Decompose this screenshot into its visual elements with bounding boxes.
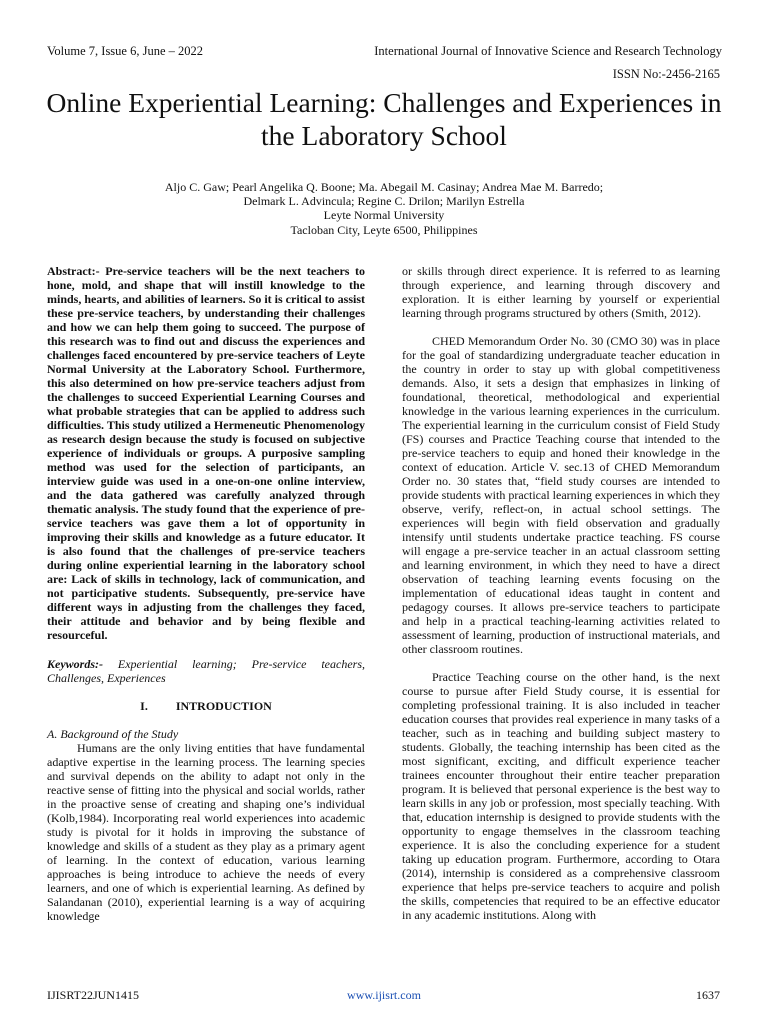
body-paragraph: CHED Memorandum Order No. 30 (CMO 30) was in place for the goal of standardizing undergraduate teacher education in the country in order to stay up with global competitiveness demands. Also, it sets a design that emphasizes in linking of foundational, theoretical, methodological and experiential knowledge in the various learning experiences in the curriculum. The experiential learning in the curriculum consist of Field Study (FS) courses and Practice Teaching course that intended to the pre-service teachers to equip and honed their knowledge in the context of education. Article V. sec.13 of CHED Memorandum Order no. 30 states that, “field study courses are intended to provide students with practical learning experiences in which they observe, verify, reflect-on, in actual school settings. The experiences will begin with field observation and gradually intensify until students undertake practice teaching. FS course will engage a pre-service teacher in an actual classroom setting and learning environment, in which they need to have a direct observation of teaching learning events focusing on the implementation of educational ideas taught in content and pedagogy courses. It allows pre-service teachers to participate and help in a practical teaching-learning activities related to assessment of learning, production of instructional materials, and other classroom routines. [402,334,720,656]
keywords-text: Experiential learning; Pre-service teachers, Challenges, Experiences [47,657,365,685]
right-column [402,264,720,922]
body-paragraph: Practice Teaching course on the other hand, is the next course to pursue after Field Study course, it is essential for completing professional training. It is also included in teacher education courses that provides real experience in many tasks of a teacher, such as in teaching and building subject mastery to students. Globally, the teaching internship has been cited as the most significant, exciting, and difficult experience teacher trainees encounter throughout their entire teacher preparation program. It is believed that personal experience is the best way to learn skills in any job or profession, most specially teaching. With that, education internship is designed to provide students with the opportunity to engage themselves in the classroom teaching experience. It is also the concluding experience for a student taking up education program. Furthermore, according to Otara (2014), internship is considered as a comprehensive classroom experience that helps pre-service teachers to acquire and polish the skills, competencies that required to be an effective educator in any academic institutions. Along with [402,670,720,922]
section-title: INTRODUCTION [175,699,272,713]
page-number: 1637 [696,988,720,1002]
keywords [47,657,365,685]
abstract: Abstract:- Pre-service teachers will be the next teachers to hone, mold, and shape that will instill knowledge to the minds, hearts, and abilities of learners. So it is critical to assist these pre-service teachers, by understanding their challenges and how we can help them going to succeed. The purpose of this research was to find out and discuss the experiences and challenges faced encountered by pre-service teachers of Leyte Normal University at the Laboratory School. Furthermore, this also determined on how pre-service teachers adjust from the challenges to succeed Experiential Learning Courses and what probable strategies that can be applied to address such difficulties. This study utilized a Hermeneutic Phenomenology as research design because the study is focused on subjective experience of individuals or groups. A purposive sampling method was used for the selection of participants, an interview guide was used in a one-on-one online interview, and the data gathered was carefully analyzed through thematic analysis. The study found that the experience of pre-service teachers was gave them a lot of opportunity in improving their skills and knowledge as a future educator. It is also found that the challenges of pre-service teachers during online experiential learning in the laboratory school are: Lack of skills in technology, lack of communication, and not participative students. Subsequently, pre-service have different ways in adjusting from the challenges they faced, their attitude and behavior and by being flexible and resourceful. [47,264,365,642]
journal-name: International Journal of Innovative Science and Research Technology [374,44,722,58]
volume-issue: Volume 7, Issue 6, June – 2022 [47,44,204,58]
author-list-line-1: Aljo C. Gaw; Pearl Angelika Q. Boone; Ma. Abegail M. Casinay; Andrea Mae M. Barredo; [164,180,604,194]
keywords-label: Keywords:- [47,657,103,671]
website-link[interactable]: www.ijisrt.com [347,988,421,1002]
affiliation: Leyte Normal University [323,208,445,223]
author-block [60,180,708,237]
paper-title: Online Experiential Learning: Challenges and Experiences in the Laboratory School [46,87,722,151]
issn: ISSN No:-2456-2165 [612,67,720,81]
body-paragraph: or skills through direct experience. It is referred to as learning through experience, and learning through discovery and exploration. It is either learning by yourself or experiential learning through programs structured by others (Smith, 2012). [402,264,720,320]
author-list-line-2: Delmark L. Advincula; Regine C. Drilon; Marilyn Estrella [243,194,525,209]
section-number: I. [140,699,148,713]
body-paragraph: Humans are the only living entities that have fundamental adaptive expertise in the learning process. The learning species and survival depends on the ability to adapt not only in the reactive sense of fitting into the physical and social worlds, rather in the proactive sense of creating and shaping one’s individual (Kolb,1984). Incorporating real world experiences into academic study is pivotal for it holds in improving the substance of knowledge and skills of a student as they play as a primary agent of learning. In the context of education, various learning approaches is being introduce to achieve the needs of every learners, and one of which is experiential learning. As defined by Salandanan (2010), experiential learning is a way of acquiring knowledge [47,741,365,923]
left-column [47,264,365,923]
section-heading [47,699,365,713]
location: Tacloban City, Leyte 6500, Philippines [290,222,478,237]
paper-code: IJISRT22JUN1415 [47,988,139,1002]
subsection-heading: A. Background of the Study [47,727,179,741]
